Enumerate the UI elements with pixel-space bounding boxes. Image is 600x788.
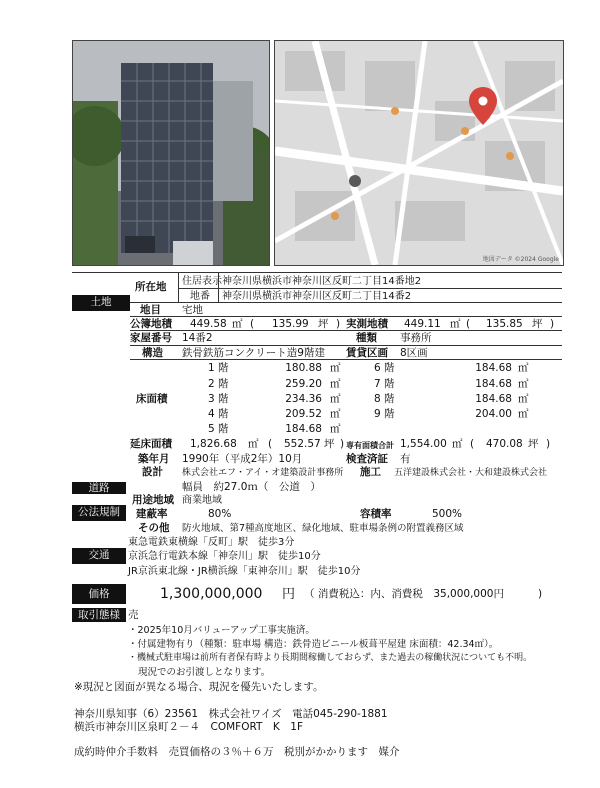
yoseki-value: 500% xyxy=(432,508,463,520)
koubo-tsubo-unit: 坪 xyxy=(318,318,329,330)
senyu-paren-open: ( xyxy=(470,438,475,450)
total-sqm-unit: ㎡ xyxy=(248,438,259,450)
koubo-sqm: 449.58 xyxy=(190,318,227,330)
section-traffic: 交通 xyxy=(72,548,126,564)
floor-left-4-area: 209.52 xyxy=(285,408,322,420)
use-value: 商業地域 xyxy=(182,495,222,506)
koubo-tsubo: 135.99 xyxy=(272,318,309,330)
floor-left-5-unit: ㎡ xyxy=(330,423,341,435)
chimoku-value: 宅地 xyxy=(182,304,203,316)
floor-right-7-name: 7 階 xyxy=(374,378,395,390)
total-paren-open: ( xyxy=(268,438,273,450)
rent-value: 8区画 xyxy=(400,347,428,359)
location-label: 所在地 xyxy=(135,281,167,293)
other-label: その他 xyxy=(138,522,170,534)
disclaimer: ※現況と図面が異なる場合、現況を優先いたします。 xyxy=(74,681,324,693)
koubo-sqm-unit: ㎡ xyxy=(232,318,243,330)
floor-right-7-unit: ㎡ xyxy=(518,378,529,390)
floor-right-6-unit: ㎡ xyxy=(518,362,529,374)
total-label: 延床面積 xyxy=(130,438,172,450)
floor-left-2-area: 259.20 xyxy=(285,378,322,390)
chiban-value: 神奈川県横浜市神奈川区反町二丁目14番2 xyxy=(222,291,412,302)
floor-right-6-area: 184.68 xyxy=(475,362,512,374)
kenpei-value: 80% xyxy=(208,508,232,520)
traffic-line-1: 東急電鉄東横線「反町」駅 徒歩3分 xyxy=(128,537,295,548)
floor-left-5-name: 5 階 xyxy=(208,423,229,435)
floor-left-2-unit: ㎡ xyxy=(330,378,341,390)
house-no-label: 家屋番号 xyxy=(130,332,172,344)
terms-value: 売 xyxy=(128,609,139,621)
kenpei-label: 建蔽率 xyxy=(136,508,168,520)
total-tsubo: 552.57 xyxy=(284,438,321,450)
jissoku-tsubo: 135.85 xyxy=(486,318,523,330)
chimoku-label: 地目 xyxy=(140,304,161,316)
design-label: 設計 xyxy=(142,466,163,478)
koubo-paren-close: ) xyxy=(336,318,341,330)
design-value: 株式会社エフ・アイ・オ建築設計事務所 xyxy=(182,468,344,478)
company-line-2: 横浜市神奈川区泉町２－４ COMFORT K 1F xyxy=(74,721,304,733)
building-photo xyxy=(72,40,270,266)
terms-note-4: 現況でのお引渡しとなります。 xyxy=(138,667,271,678)
koubo-paren-open: ( xyxy=(250,318,255,330)
builder-label: 施工 xyxy=(360,466,381,478)
floor-left-2-name: 2 階 xyxy=(208,378,229,390)
company-line-1: 神奈川県知事（6）23561 株式会社ワイズ 電話045-290-1881 xyxy=(74,708,388,720)
kind-label: 種類 xyxy=(356,332,377,344)
price-tax-close: ) xyxy=(538,588,543,600)
price-value: 1,300,000,000 xyxy=(160,586,263,602)
floor-left-3-unit: ㎡ xyxy=(330,393,341,405)
floor-right-9-unit: ㎡ xyxy=(518,408,529,420)
inspect-label: 検査済証 xyxy=(346,453,388,465)
use-label: 用途地域 xyxy=(132,494,174,506)
jissoku-sqm-unit: ㎡ xyxy=(450,318,461,330)
struct-value: 鉄骨鉄筋コンクリート造9階建 xyxy=(182,347,325,359)
senyu-sqm-unit: ㎡ xyxy=(452,438,463,450)
floor-left-1-name: 1 階 xyxy=(208,362,229,374)
jukyo-value: 神奈川県横浜市神奈川区反町二丁目14番地2 xyxy=(222,276,422,287)
section-terms: 取引態様 xyxy=(72,608,126,622)
floor-right-8-name: 8 階 xyxy=(374,393,395,405)
jissoku-sqm: 449.11 xyxy=(404,318,441,330)
road-value: 幅員 約27.0ｍ（ 公道 ） xyxy=(182,481,321,493)
company-fee: 成約時仲介手数料 売買価格の３％＋６万 税別がかかります 媒介 xyxy=(74,746,400,758)
map-credit: 地図データ ©2024 Google xyxy=(482,256,559,263)
floor-left-5-area: 184.68 xyxy=(285,423,322,435)
house-no-value: 14番2 xyxy=(182,332,213,344)
section-price: 価格 xyxy=(72,584,126,604)
floor-left-3-name: 3 階 xyxy=(208,393,229,405)
floor-right-8-area: 184.68 xyxy=(475,393,512,405)
jissoku-paren-open: ( xyxy=(466,318,471,330)
floor-left-3-area: 234.36 xyxy=(285,393,322,405)
section-road: 道路 xyxy=(72,482,126,494)
terms-note-1: ・2025年10月バリューアップ工事実施済。 xyxy=(128,625,315,636)
built-value: 1990年（平成2年）10月 xyxy=(182,453,303,465)
traffic-line-2: 京浜急行電鉄本線「神奈川」駅 徒歩10分 xyxy=(128,551,321,562)
chiban-label: 地番 xyxy=(190,291,210,302)
senyu-tsubo: 470.08 xyxy=(486,438,523,450)
floor-left-1-unit: ㎡ xyxy=(330,362,341,374)
built-label: 築年月 xyxy=(138,453,170,465)
senyu-label: 専有面積合計 xyxy=(346,441,394,450)
floor-right-7-area: 184.68 xyxy=(475,378,512,390)
kind-value: 事務所 xyxy=(400,332,432,344)
total-paren-close: ) xyxy=(340,438,345,450)
floor-left-4-unit: ㎡ xyxy=(330,408,341,420)
jissoku-paren-close: ) xyxy=(550,318,555,330)
section-land: 土地 xyxy=(72,295,130,311)
traffic-line-3: JR京浜東北線・JR横浜線「東神奈川」駅 徒歩10分 xyxy=(128,566,361,577)
floor-right-6-name: 6 階 xyxy=(374,362,395,374)
floor-right-9-name: 9 階 xyxy=(374,408,395,420)
struct-label: 構造 xyxy=(142,347,163,359)
jukyo-label: 住居表示 xyxy=(182,276,222,287)
terms-note-2: ・付属建物有り（種類：駐車場 構造：鉄骨造ビニール板葺平屋建 床面積：42.34㎡）。 xyxy=(128,639,499,650)
yoseki-label: 容積率 xyxy=(360,508,392,520)
section-legal: 公法規制 xyxy=(72,505,126,521)
floor-right-8-unit: ㎡ xyxy=(518,393,529,405)
rent-label: 賃貸区画 xyxy=(346,347,388,359)
koubo-label: 公簿地積 xyxy=(130,318,172,330)
price-unit: 円 xyxy=(282,587,296,602)
floor-left-4-name: 4 階 xyxy=(208,408,229,420)
terms-note-3: ・機械式駐車場は前所有者保有時より長期間稼働しておらず、また過去の稼働状況についても不明。 xyxy=(128,653,533,663)
senyu-tsubo-unit: 坪 xyxy=(528,438,539,450)
senyu-sqm: 1,554.00 xyxy=(400,438,447,450)
location-map[interactable] xyxy=(274,40,564,266)
other-value: 防火地域、第7種高度地区、緑化地域、駐車場条例の附置義務区域 xyxy=(182,523,464,534)
senyu-paren-close: ) xyxy=(546,438,551,450)
jissoku-label: 実測地積 xyxy=(346,318,388,330)
builder-value: 五洋建設株式会社・大和建設株式会社 xyxy=(394,468,548,478)
price-tax: （ 消費税込：内、消費税 35,000,000円 xyxy=(304,588,504,600)
floor-right-9-area: 204.00 xyxy=(475,408,512,420)
total-tsubo-unit: 坪 xyxy=(324,438,335,450)
total-sqm: 1,826.68 xyxy=(190,438,237,450)
inspect-value: 有 xyxy=(400,453,411,465)
floor-area-label: 床面積 xyxy=(136,393,168,405)
jissoku-tsubo-unit: 坪 xyxy=(532,318,543,330)
floor-left-1-area: 180.88 xyxy=(285,362,322,374)
